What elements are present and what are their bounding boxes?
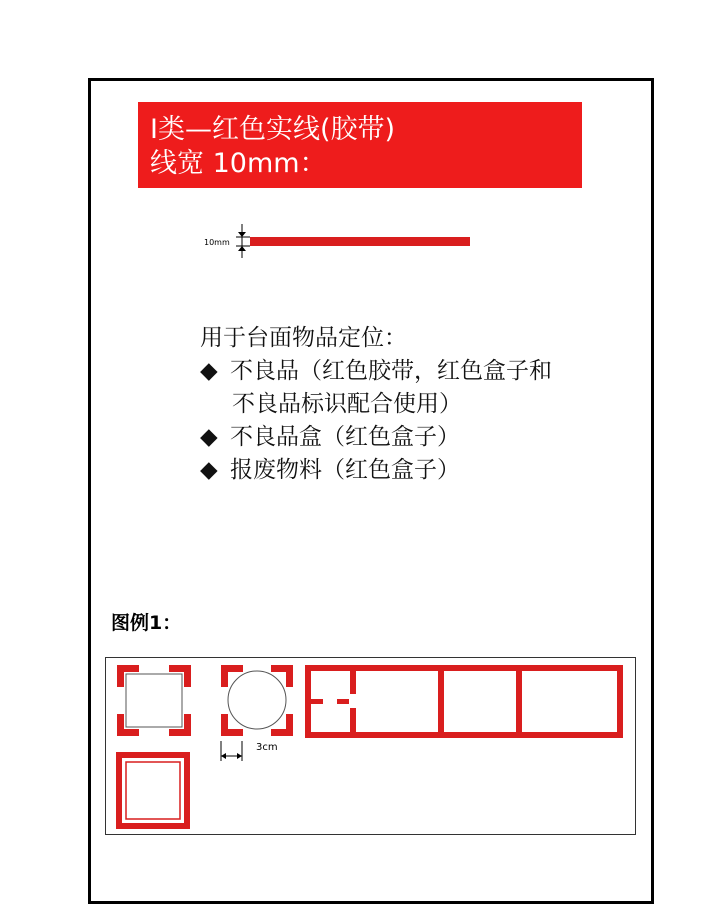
double-border-square bbox=[119, 755, 187, 826]
usage-item-text: 不良品（红色胶带，红色盒子和 bbox=[230, 358, 552, 384]
usage-item-continuation: 不良品标识配合使用） bbox=[232, 391, 462, 417]
legend-title: 图例1： bbox=[111, 612, 182, 634]
corner-marked-circle bbox=[221, 665, 293, 736]
dimension-label: 3cm bbox=[256, 742, 278, 753]
diamond-bullet-icon: ◆ bbox=[200, 457, 218, 483]
round-item-outline bbox=[228, 671, 286, 729]
title-banner bbox=[138, 102, 582, 188]
grid-tick bbox=[311, 699, 349, 704]
usage-heading: 用于台面物品定位： bbox=[200, 325, 407, 351]
usage-item-text: 报废物料（红色盒子） bbox=[230, 457, 460, 483]
diamond-bullet-icon: ◆ bbox=[200, 424, 218, 450]
grid-gap bbox=[349, 694, 357, 708]
dimension-arrows-icon bbox=[232, 222, 252, 262]
line-width-label: 10mm bbox=[204, 238, 230, 247]
diamond-bullet-icon: ◆ bbox=[200, 358, 218, 384]
red-tape-sample bbox=[250, 237, 470, 246]
usage-list bbox=[200, 322, 552, 487]
usage-item-text: 不良品盒（红色盒子） bbox=[230, 424, 460, 450]
banner-subtitle: 线宽 10mm： bbox=[150, 148, 327, 179]
legend-diagram bbox=[105, 657, 636, 835]
usage-item bbox=[200, 355, 552, 388]
corner-marked-square bbox=[117, 665, 191, 736]
usage-item bbox=[200, 421, 552, 454]
dimension-arrows-icon bbox=[221, 741, 242, 761]
usage-item bbox=[200, 454, 552, 487]
square-item-outline bbox=[126, 674, 182, 727]
banner-title: I类—红色实线(胶带) bbox=[150, 114, 396, 145]
